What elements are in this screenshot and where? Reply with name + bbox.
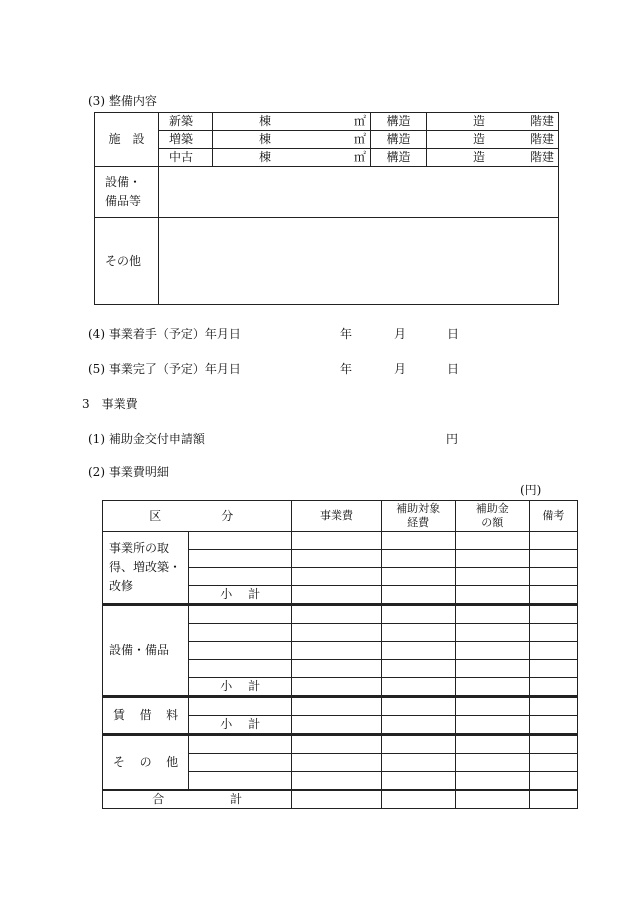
total-cost[interactable] [292,790,381,809]
other-label: その他 [95,218,159,305]
facility-table [94,112,559,305]
start-year: 年 [340,327,353,341]
subsidy-amount-unit: 円 [446,432,459,446]
end-month: 月 [394,362,407,376]
building-count-area[interactable]: 棟 ㎡ [213,113,371,131]
category-equipment: 設備・備品 [103,606,189,697]
cost-details-label: (2) 事業費明細 [88,465,169,479]
section-3-heading: 3 事業費 [82,397,138,411]
structure-label: 構造 [371,113,427,131]
total-label: 合計 [103,790,292,809]
structure-label: 構造 [371,131,427,149]
equipment-field[interactable] [159,167,559,218]
building-count-area[interactable]: 棟 ㎡ [213,131,371,149]
end-year: 年 [340,362,353,376]
start-month: 月 [394,327,407,341]
start-date-label: (4) 事業着手（予定）年月日 [88,327,241,341]
header-cost: 事業費 [292,501,381,532]
header-subsidy-target: 補助対象 経費 [381,501,455,532]
structure-label: 構造 [371,149,427,167]
yen-unit-note: (円) [520,483,542,497]
building-type: 新築 [159,113,213,131]
expense-table [102,500,578,809]
section-3-3-heading: (3) 整備内容 [88,94,157,108]
subtotal-label: 小計 [189,716,292,735]
category-acquisition: 事業所の取 得、増改築・ 改修 [103,532,189,605]
building-count-area[interactable]: 棟 ㎡ [213,149,371,167]
equipment-label: 設備・ 備品等 [95,167,159,218]
structure-floors[interactable]: 造 階建 [427,113,559,131]
building-type: 中古 [159,149,213,167]
facility-label: 施 設 [108,132,145,147]
other-field[interactable] [159,218,559,305]
header-category: 区 分 [103,501,292,532]
header-subsidy-amount: 補助金 の額 [455,501,529,532]
category-rent: 賃借料 [103,698,189,735]
subtotal-label: 小計 [189,678,292,697]
structure-floors[interactable]: 造 階建 [427,131,559,149]
start-day: 日 [447,327,460,341]
facility-label-cell [95,113,159,167]
header-remarks: 備考 [529,501,577,532]
end-day: 日 [447,362,460,376]
category-other: その他 [103,736,189,791]
subtotal-label: 小計 [189,586,292,605]
end-date-label: (5) 事業完了（予定）年月日 [88,362,241,376]
building-type: 増築 [159,131,213,149]
item-cell[interactable] [189,532,292,550]
subsidy-amount-label: (1) 補助金交付申請額 [88,432,205,446]
structure-floors[interactable]: 造 階建 [427,149,559,167]
